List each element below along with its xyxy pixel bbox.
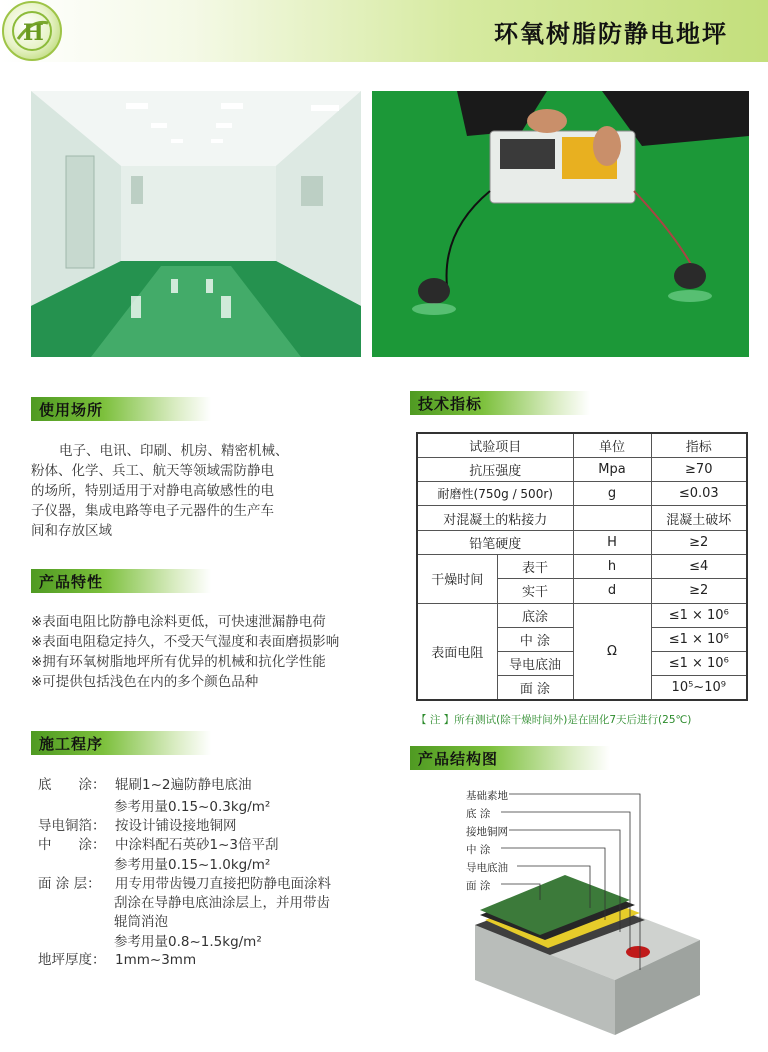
cleanroom-floor-photo [31,91,361,357]
process-top-usage: 参考用量0.8~1.5kg/m² [114,934,262,950]
section-heading-usage: 使用场所 [31,397,211,421]
table-row: 表面电阻 底涂 Ω ≤1 × 10⁶ [417,603,747,627]
section-heading-structure: 产品结构图 [410,746,610,770]
spec-table [416,432,748,701]
feature-item: ※拥有环氧树脂地坪所有优异的机械和抗化学性能 [31,654,326,670]
usage-line: 子仪器，集成电路等电子元器件的生产车 [31,503,274,519]
process-base-usage: 参考用量0.15~0.3kg/m² [114,799,271,815]
process-top: 面 涂 层： 用专用带齿镘刀直接把防静电面涂料 [38,876,331,892]
layer-label-mid: 中 涂 [466,844,491,856]
logo-h-icon [10,9,54,53]
section-heading-process: 施工程序 [31,731,211,755]
layer-label-top: 面 涂 [466,880,491,892]
resistance-test-photo [372,91,749,357]
section-heading-specs: 技术指标 [410,391,590,415]
table-row: 对混凝土的粘接力 混凝土破坏 [417,506,747,530]
table-row: 面 涂 10⁵~10⁹ [417,676,747,700]
svg-text:H: H [23,20,44,46]
process-top-line2: 刮涂在导静电底油涂层上，并用带齿 [114,895,330,911]
company-logo [2,1,62,61]
process-thickness: 地坪厚度： 1mm~3mm [38,952,197,968]
layer-label-primer: 底 涂 [466,808,491,820]
process-copper: 导电铜箔： 按设计铺设接地铜网 [38,818,237,834]
header-band [0,0,768,62]
table-row: 耐磨性(750g / 500r) g ≤0.03 [417,482,747,506]
table-row: 中 涂 ≤1 × 10⁶ [417,627,747,651]
floor-structure-diagram [440,780,720,1042]
process-top-line3: 辊筒消泡 [114,914,168,930]
page-title: 环氧树脂防静电地坪 [494,20,728,48]
feature-item: ※表面电阻比防静电涂料更低，可快速泄漏静电荷 [31,614,326,630]
features-list [31,612,339,692]
usage-line: 的场所，特别适用于对静电高敏感性的电 [31,483,274,499]
table-row: 铅笔硬度 H ≥2 [417,530,747,554]
table-header-row: 试验项目 单位 指标 [417,433,747,457]
usage-line: 电子、电讯、印刷、机房、精密机械、 [59,443,289,459]
table-row: 抗压强度 Mpa ≥70 [417,457,747,481]
process-mid-usage: 参考用量0.15~1.0kg/m² [114,857,271,873]
process-base: 底 涂： 辊刷1~2遍防静电底油 [38,777,252,793]
test-note: 【 注 】所有测试(除干燥时间外)是在固化7天后进行(25℃) [416,714,692,726]
table-row: 实干 d ≥2 [417,579,747,603]
usage-line: 粉体、化学、兵工、航天等领域需防静电 [31,463,274,479]
feature-item: ※表面电阻稳定持久，不受天气湿度和表面磨损影响 [31,634,340,650]
layer-label-conductive: 导电底油 [466,862,508,874]
table-row: 导电底油 ≤1 × 10⁶ [417,652,747,676]
section-heading-features: 产品特性 [31,569,211,593]
process-mid: 中 涂： 中涂料配石英砂1~3倍平刮 [38,837,279,853]
layer-label-base: 基础素地 [466,790,508,802]
feature-item: ※可提供包括浅色在内的多个颜色品种 [31,674,259,690]
table-row: 干燥时间 表干 h ≤4 [417,554,747,578]
usage-line: 间和存放区域 [31,523,112,539]
layer-label-copper: 接地铜网 [466,826,508,838]
usage-text [31,441,331,541]
